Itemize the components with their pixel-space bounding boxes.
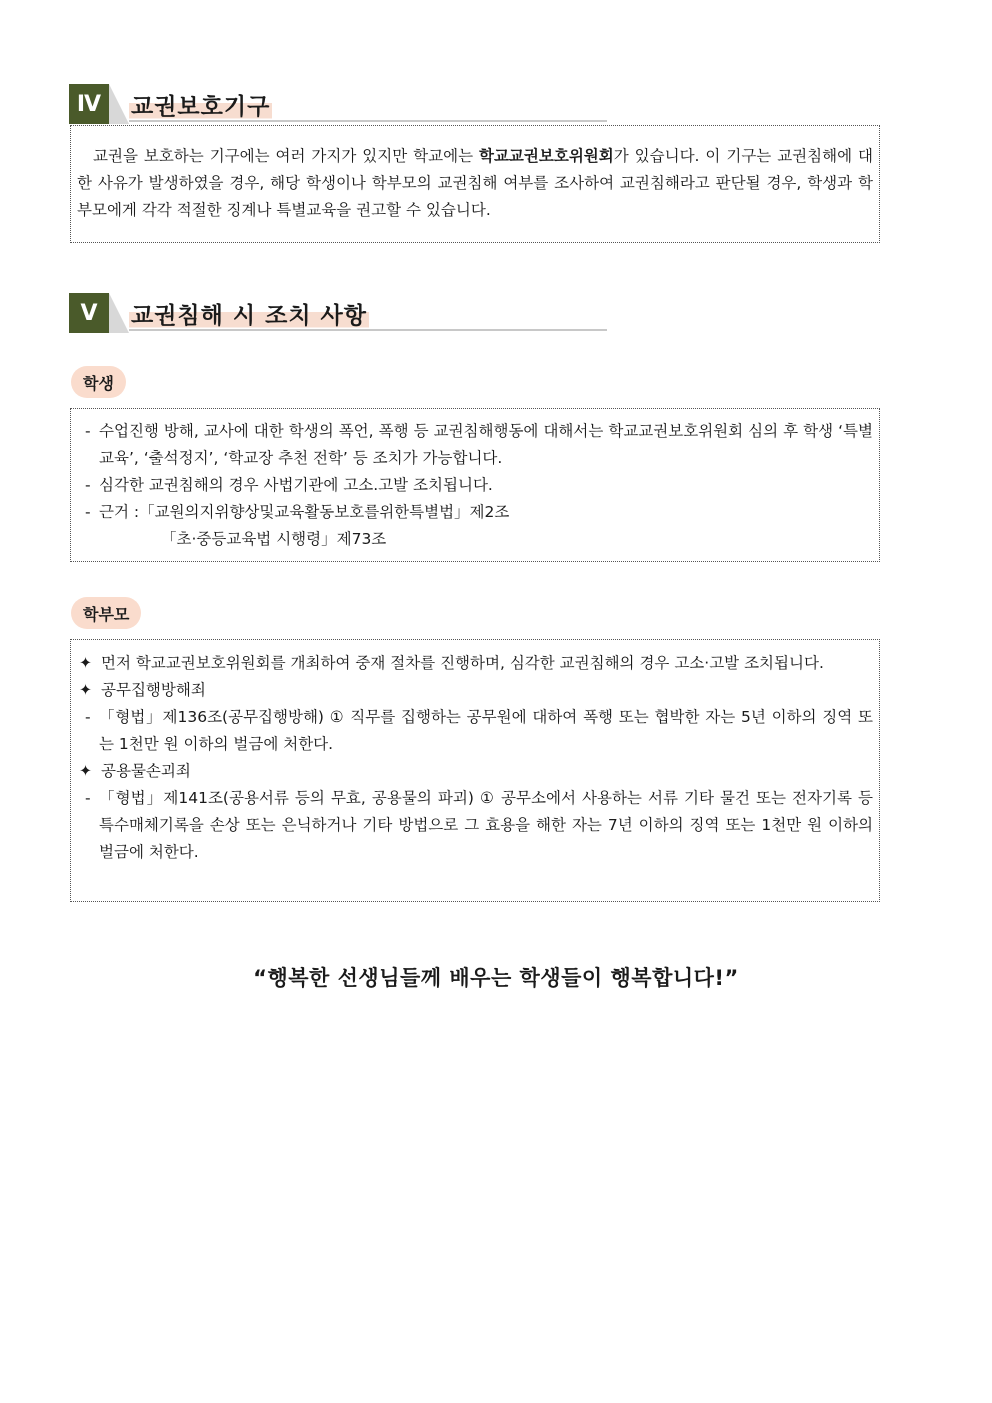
section-4-header — [69, 84, 609, 124]
section-title: 교권침해 시 조치 사항 — [129, 297, 369, 330]
list-item-text: 심각한 교권침해의 경우 사법기관에 고소.고발 조치됩니다. — [99, 476, 493, 494]
parent-label-pill: 학부모 — [71, 597, 141, 629]
dash-bullet: - — [85, 476, 91, 494]
list-item-title: 공무집행방해죄 — [101, 681, 206, 699]
section-5-header — [69, 293, 609, 333]
list-item-text: 「형법」제136조(공무집행방해) ① 직무를 집행하는 공무원에 대하여 폭행 또는 협박한 자는 5년 이하의 징역 또는 1천만 원 이하의 벌금에 처한다. — [99, 708, 873, 753]
section-number-badge: Ⅴ — [69, 293, 109, 333]
list-item — [85, 418, 873, 472]
list-item — [79, 650, 873, 677]
header-underline — [129, 329, 607, 331]
list-item-text: 먼저 학교교권보호위원회를 개최하여 중재 절차를 진행하며, 심각한 교권침해의 경우 고소·고발 조치됩니다. — [101, 654, 824, 672]
list-item-text: 근거 :「교원의지위향상및교육활동보호를위한특별법」제2조 — [99, 503, 510, 521]
star-bullet-icon: ✦ — [79, 654, 92, 672]
header-notch — [109, 84, 129, 124]
student-label-pill: 학생 — [71, 366, 126, 398]
closing-slogan: “행복한 선생님들께 배우는 학생들이 행복합니다!” — [253, 966, 739, 990]
star-bullet-icon: ✦ — [79, 681, 92, 699]
student-box — [70, 408, 880, 562]
list-item — [79, 704, 873, 758]
dash-bullet: - — [85, 422, 91, 440]
list-item-text: 「형법」제141조(공용서류 등의 무효, 공용물의 파괴) ① 공무소에서 사용하는 서류 기타 물건 또는 전자기록 등 특수매체기록을 손상 또는 은닉하거나 기타 방법으로 그 효용을 해한 자는 7년 이하의 징역 또는 1천만 원 이하의 벌금에 처한다. — [99, 789, 873, 861]
law-reference: 「초·중등교육법 시행령」제73조 — [161, 530, 387, 548]
list-item — [85, 499, 873, 526]
paragraph-text: 가 있습니다. 이 기구는 교권침해에 대한 사유가 발생하였을 경우, 해당 학생이나 학부모의 교권침해 여부를 조사하여 교권침해라고 판단될 경우, 학생과 학부모에게 각각 적절한 징계나 특별교육을 권고할 수 있습니다. — [77, 147, 873, 219]
dash-bullet: - — [85, 708, 91, 726]
dash-bullet: - — [85, 789, 91, 807]
list-item — [79, 758, 873, 785]
section-number-badge: Ⅳ — [69, 84, 109, 124]
list-item — [79, 785, 873, 866]
header-notch — [109, 293, 129, 333]
list-item — [85, 472, 873, 499]
paragraph-text: 교권을 보호하는 기구에는 여러 가지가 있지만 학교에는 — [93, 147, 479, 165]
list-item — [79, 677, 873, 704]
section-4-paragraph — [77, 143, 873, 224]
list-item-title: 공용물손괴죄 — [101, 762, 191, 780]
star-bullet-icon: ✦ — [79, 762, 92, 780]
header-underline — [129, 120, 607, 122]
parent-box — [70, 639, 880, 902]
committee-name: 학교교권보호위원회 — [478, 147, 614, 165]
dash-bullet: - — [85, 503, 91, 521]
section-4-box — [70, 125, 880, 243]
section-title: 교권보호기구 — [129, 88, 272, 121]
list-item-text: 수업진행 방해, 교사에 대한 학생의 폭언, 폭행 등 교권침해행동에 대해서는 학교교권보호위원회 심의 후 학생 ‘특별교육’, ‘출석정지’, ‘학교장 추천 전학’ 등 조치가 가능합니다. — [99, 422, 873, 467]
